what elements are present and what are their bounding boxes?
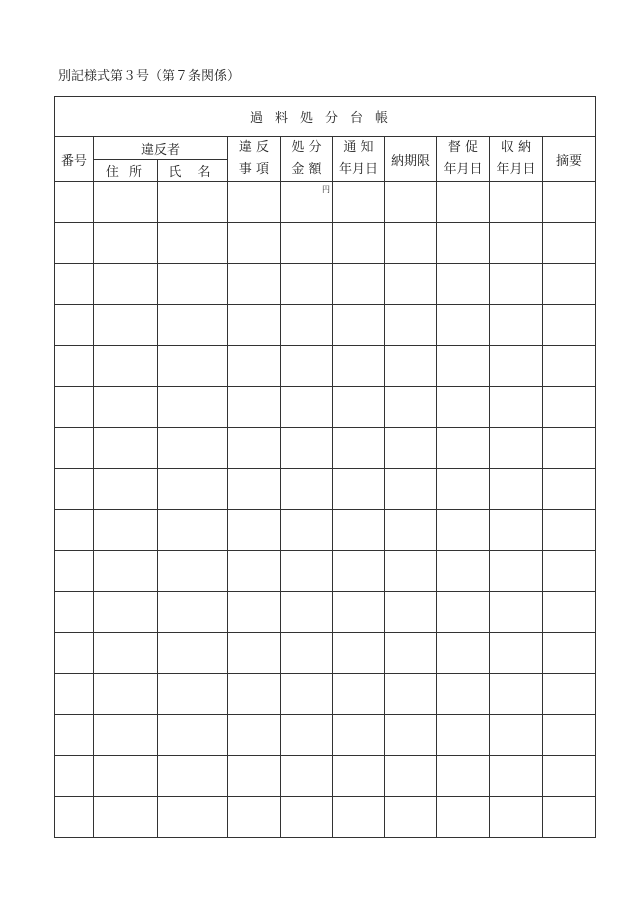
cell-reminder-date	[437, 387, 490, 428]
header-deadline	[385, 137, 437, 182]
cell-reminder-date	[437, 756, 490, 797]
cell-penalty-amount	[281, 797, 333, 838]
cell-deadline	[385, 592, 437, 633]
header-number-label: 番号	[60, 153, 87, 169]
cell-deadline	[385, 182, 437, 223]
cell-notice-date	[333, 182, 385, 223]
cell-address	[94, 387, 158, 428]
cell-number	[55, 510, 94, 551]
cell-notice-date	[333, 633, 385, 674]
cell-receipt-date	[490, 387, 543, 428]
cell-penalty-amount	[281, 346, 333, 387]
cell-number	[55, 223, 94, 264]
cell-violation-item	[228, 223, 281, 264]
cell-deadline	[385, 264, 437, 305]
cell-deadline	[385, 633, 437, 674]
cell-penalty-amount	[281, 633, 333, 674]
cell-number	[55, 797, 94, 838]
cell-address	[94, 551, 158, 592]
cell-reminder-date	[437, 633, 490, 674]
header-receipt-date	[490, 137, 543, 182]
table-row	[55, 264, 596, 305]
cell-notice-date	[333, 510, 385, 551]
cell-remarks	[543, 551, 596, 592]
cell-address	[94, 592, 158, 633]
cell-remarks	[543, 223, 596, 264]
cell-penalty-amount	[281, 674, 333, 715]
cell-name	[158, 633, 228, 674]
cell-remarks	[543, 387, 596, 428]
cell-notice-date	[333, 223, 385, 264]
header-deadline-label: 納期限	[390, 153, 430, 169]
cell-remarks	[543, 469, 596, 510]
cell-receipt-date	[490, 551, 543, 592]
cell-penalty-amount	[281, 305, 333, 346]
cell-notice-date	[333, 469, 385, 510]
cell-number	[55, 182, 94, 223]
cell-penalty-amount	[281, 428, 333, 469]
cell-name	[158, 756, 228, 797]
cell-deadline	[385, 428, 437, 469]
cell-name	[158, 346, 228, 387]
header-violator-label: 違反者	[140, 142, 180, 158]
cell-receipt-date	[490, 592, 543, 633]
table-row	[55, 756, 596, 797]
cell-number	[55, 346, 94, 387]
table-row	[55, 551, 596, 592]
cell-notice-date	[333, 674, 385, 715]
cell-address	[94, 346, 158, 387]
cell-violation-item	[228, 674, 281, 715]
cell-number	[55, 756, 94, 797]
cell-notice-date	[333, 305, 385, 346]
ledger-title-cell	[55, 97, 596, 137]
cell-name	[158, 387, 228, 428]
cell-notice-date	[333, 387, 385, 428]
cell-remarks	[543, 264, 596, 305]
cell-name	[158, 469, 228, 510]
header-number	[55, 137, 94, 182]
table-row	[55, 633, 596, 674]
header-reminder-date	[437, 137, 490, 182]
cell-remarks	[543, 715, 596, 756]
cell-address	[94, 633, 158, 674]
header-reminder-top: 督 促	[447, 140, 479, 155]
cell-name	[158, 264, 228, 305]
cell-reminder-date	[437, 346, 490, 387]
table-row	[55, 428, 596, 469]
cell-reminder-date	[437, 469, 490, 510]
cell-reminder-date	[437, 510, 490, 551]
header-violator	[94, 137, 228, 160]
cell-number	[55, 428, 94, 469]
cell-violation-item	[228, 387, 281, 428]
cell-address	[94, 305, 158, 346]
header-remarks	[543, 137, 596, 182]
cell-penalty-amount	[281, 264, 333, 305]
cell-violation-item	[228, 305, 281, 346]
cell-remarks	[543, 756, 596, 797]
cell-deadline	[385, 346, 437, 387]
table-row	[55, 346, 596, 387]
cell-remarks	[543, 633, 596, 674]
cell-violation-item	[228, 264, 281, 305]
cell-deadline	[385, 469, 437, 510]
cell-number	[55, 633, 94, 674]
ledger-title: 過料処分台帳	[250, 111, 401, 126]
cell-remarks	[543, 592, 596, 633]
cell-deadline	[385, 223, 437, 264]
cell-receipt-date	[490, 510, 543, 551]
cell-penalty-amount	[281, 182, 333, 223]
cell-violation-item	[228, 182, 281, 223]
cell-reminder-date	[437, 592, 490, 633]
cell-address	[94, 797, 158, 838]
cell-number	[55, 305, 94, 346]
header-name-label: 氏 名	[168, 165, 217, 180]
cell-deadline	[385, 510, 437, 551]
cell-reminder-date	[437, 223, 490, 264]
cell-number	[55, 264, 94, 305]
cell-reminder-date	[437, 182, 490, 223]
cell-penalty-amount	[281, 715, 333, 756]
header-address	[94, 160, 158, 182]
cell-deadline	[385, 715, 437, 756]
header-notice-top: 通 知	[343, 140, 374, 155]
table-row	[55, 387, 596, 428]
cell-receipt-date	[490, 469, 543, 510]
cell-receipt-date	[490, 305, 543, 346]
header-remarks-label: 摘要	[556, 153, 583, 169]
cell-receipt-date	[490, 346, 543, 387]
cell-remarks	[543, 797, 596, 838]
cell-remarks	[543, 510, 596, 551]
table-row	[55, 592, 596, 633]
table-row	[55, 223, 596, 264]
cell-deadline	[385, 551, 437, 592]
cell-address	[94, 428, 158, 469]
cell-receipt-date	[490, 756, 543, 797]
cell-address	[94, 756, 158, 797]
cell-address	[94, 264, 158, 305]
header-receipt-top: 収 納	[500, 140, 532, 155]
cell-reminder-date	[437, 797, 490, 838]
form-label: 別記様式第３号（第７条関係）	[58, 69, 241, 84]
cell-name	[158, 223, 228, 264]
cell-deadline	[385, 797, 437, 838]
cell-receipt-date	[490, 182, 543, 223]
header-notice-bottom: 年月日	[338, 162, 378, 177]
cell-address	[94, 469, 158, 510]
table-row	[55, 674, 596, 715]
cell-number	[55, 592, 94, 633]
cell-violation-item	[228, 797, 281, 838]
cell-penalty-amount	[281, 592, 333, 633]
cell-penalty-amount	[281, 510, 333, 551]
cell-receipt-date	[490, 223, 543, 264]
cell-receipt-date	[490, 428, 543, 469]
cell-name	[158, 510, 228, 551]
cell-name	[158, 674, 228, 715]
cell-name	[158, 428, 228, 469]
cell-violation-item	[228, 756, 281, 797]
cell-receipt-date	[490, 264, 543, 305]
table-row	[55, 305, 596, 346]
header-penalty-amount	[281, 137, 333, 182]
cell-remarks	[543, 305, 596, 346]
cell-notice-date	[333, 797, 385, 838]
header-reminder-bottom: 年月日	[443, 162, 483, 177]
cell-reminder-date	[437, 305, 490, 346]
cell-name	[158, 551, 228, 592]
cell-penalty-amount	[281, 469, 333, 510]
cell-violation-item	[228, 469, 281, 510]
cell-name	[158, 592, 228, 633]
cell-notice-date	[333, 715, 385, 756]
cell-deadline	[385, 387, 437, 428]
header-address-label: 住 所	[105, 165, 146, 180]
cell-notice-date	[333, 264, 385, 305]
cell-number	[55, 674, 94, 715]
cell-name	[158, 797, 228, 838]
cell-notice-date	[333, 428, 385, 469]
cell-address	[94, 674, 158, 715]
cell-remarks	[543, 674, 596, 715]
cell-reminder-date	[437, 551, 490, 592]
table-row	[55, 469, 596, 510]
cell-deadline	[385, 674, 437, 715]
amount-unit: 円	[322, 185, 330, 194]
header-notice-date	[333, 137, 385, 182]
cell-deadline	[385, 756, 437, 797]
cell-violation-item	[228, 633, 281, 674]
cell-penalty-amount	[281, 756, 333, 797]
cell-reminder-date	[437, 428, 490, 469]
cell-notice-date	[333, 551, 385, 592]
cell-violation-item	[228, 715, 281, 756]
cell-remarks	[543, 182, 596, 223]
cell-notice-date	[333, 592, 385, 633]
header-amount-bottom: 金 額	[291, 162, 322, 177]
cell-receipt-date	[490, 715, 543, 756]
cell-address	[94, 223, 158, 264]
ledger-title-row	[55, 97, 596, 137]
cell-notice-date	[333, 346, 385, 387]
cell-number	[55, 387, 94, 428]
header-receipt-bottom: 年月日	[496, 162, 536, 177]
cell-remarks	[543, 428, 596, 469]
header-violation-top: 違 反	[238, 140, 270, 155]
header-violation-item	[228, 137, 281, 182]
cell-receipt-date	[490, 633, 543, 674]
cell-number	[55, 469, 94, 510]
cell-name	[158, 182, 228, 223]
cell-penalty-amount	[281, 387, 333, 428]
cell-number	[55, 715, 94, 756]
cell-reminder-date	[437, 715, 490, 756]
header-name	[158, 160, 228, 182]
cell-penalty-amount	[281, 551, 333, 592]
cell-notice-date	[333, 756, 385, 797]
cell-receipt-date	[490, 674, 543, 715]
cell-name	[158, 715, 228, 756]
cell-penalty-amount	[281, 223, 333, 264]
cell-reminder-date	[437, 674, 490, 715]
table-row	[55, 797, 596, 838]
table-row	[55, 510, 596, 551]
header-amount-top: 処 分	[291, 140, 322, 155]
cell-violation-item	[228, 428, 281, 469]
cell-address	[94, 182, 158, 223]
cell-address	[94, 510, 158, 551]
penalty-ledger-table	[54, 96, 596, 838]
cell-number	[55, 551, 94, 592]
table-row	[55, 715, 596, 756]
cell-violation-item	[228, 551, 281, 592]
header-violation-bottom: 事 項	[238, 162, 270, 177]
cell-violation-item	[228, 592, 281, 633]
header-row-upper	[55, 137, 596, 160]
cell-violation-item	[228, 346, 281, 387]
cell-remarks	[543, 346, 596, 387]
cell-receipt-date	[490, 797, 543, 838]
cell-violation-item	[228, 510, 281, 551]
cell-name	[158, 305, 228, 346]
cell-address	[94, 715, 158, 756]
cell-deadline	[385, 305, 437, 346]
table-row	[55, 182, 596, 223]
cell-reminder-date	[437, 264, 490, 305]
